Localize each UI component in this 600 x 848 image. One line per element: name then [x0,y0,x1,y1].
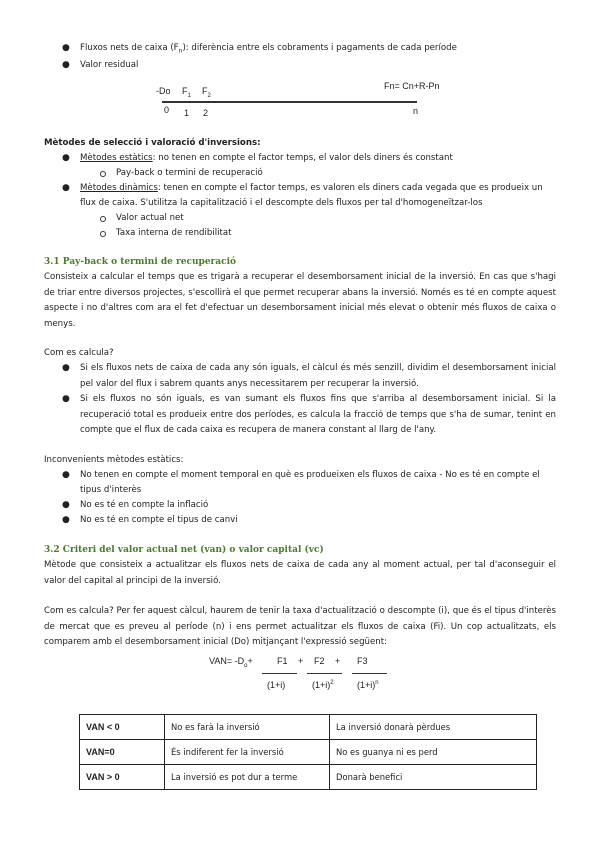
payback-item: Pay-back o termini de recuperació [116,168,263,178]
f1-text: F [182,86,188,96]
table-row [80,765,537,790]
cons-bullet-1: No tenen en compte el moment temporal en què es produeixen els fluxos de caixa - No es té en compte el [80,470,540,480]
cons-bullet-1-line2: tipus d'interès [80,485,142,495]
timeline-tick-1: 1 [184,108,190,118]
timeline-end-formula: Fn= Cn+R-Pn [384,81,440,91]
bullet-dot: ● [62,470,70,480]
timeline-tick-2: 2 [203,108,209,118]
dynamic-methods-text: : tenen en compte el factor temps, es valoren els diners cada vegada que es produeix un [157,183,543,193]
van-item: Valor actual net [116,213,184,223]
bullet-dot: ● [62,363,70,373]
table-cell: No es farà la inversió [165,715,330,740]
timeline-tick-0: 0 [164,105,170,115]
den-3-sup: n [375,680,379,686]
table-cell: No es guanya ni es perd [330,740,537,765]
dynamic-methods-label: Mètodes dinàmics [80,183,158,193]
formula-num-1: F1 [277,656,288,666]
den-3-text: (1+i) [357,680,376,690]
fraction-bar-2 [307,673,342,674]
how-calc-bullet-1: Si els fluxos nets de caixa de cada any són iguals, el càlcul és més senzill, dividim el desemborsament inicial pel valor del flux i sabrem quants anys necessitarem per recuperar la inversió. [80,363,556,389]
formula-num-2: F2 [314,656,325,666]
formula-num-3: F3 [357,656,368,666]
section-32-title: 3.2 Criteri del valor actual net (van) o valor capital (vc) [44,545,324,555]
methods-heading: Mètodes de selecció i valoració d'inversions: [44,138,261,148]
formula-lhs [209,656,253,669]
f2-text: F [202,86,208,96]
cons-bullet-3: No es té en compte el tipus de canvi [80,515,238,525]
formula-den-1: (1+i) [267,680,286,690]
section-31-title: 3.1 Pay-back o termini de recuperació [44,257,237,267]
tir-item: Taxa interna de rendibilitat [116,228,232,238]
fraction-bar-3 [352,673,387,674]
bullet-dot: ● [62,183,70,193]
table-row [80,740,537,765]
bullet-dot: ● [62,60,70,70]
section-31-paragraph: Consisteix a calcular el temps que es trigarà a recuperar el desemborsament inicial de la inversió. En cas que s'hagi de triar entre diversos projectes, s'escollirà el que permet recuperar abans la inversió. Només es té en compte aquest aspecte i no d'altres com ara el fet d'efectuar un desemborsament inicial més elevat o obtenir més fluxos de caixa o menys. [44,272,556,329]
static-methods-text: : no tenen en compte el factor temps, el valor dels diners és constant [152,153,453,163]
bullet-dot: ● [62,43,70,53]
formula-lhs-text: VAN= -D [209,656,245,666]
table-row [80,715,537,740]
table-cell: La inversió donarà pèrdues [330,715,537,740]
formula-den-3 [357,680,379,690]
table-cell: És indiferent fer la inversió [165,740,330,765]
bullet-dot: ● [62,153,70,163]
fraction-bar-1 [262,673,297,674]
how-calc-label: Com es calcula? [44,348,114,358]
how-calc-bullet-2: Si els fluxos no són iguals, es van sumant els fluxos fins que s'arriba al desemborsament inicial. Si la recuperació total es produeix entre dos períodes, es calcula la fracció de temps que s'ha de sumar, tenint en compte que el flux de cada caixa es recupera de manera constant al llarg de l'any. [80,394,556,436]
bullet-text: ): diferència entre els cobraments i pagaments de cada període [182,43,457,53]
f2-sub: 2 [207,92,211,99]
den-2-sup: 2 [330,680,334,686]
cons-bullet-2: No es té en compte la inflació [80,500,209,510]
timeline-tick-n: n [413,106,419,116]
formula-plus-2: + [335,656,341,666]
table-cell: VAN > 0 [80,765,165,790]
table-cell: Donarà benefici [330,765,537,790]
f1-sub: 1 [187,92,191,99]
subscript: n [178,47,183,55]
bullet-dot: ● [62,500,70,510]
bullet-dot: ● [62,394,70,404]
table-cell: La inversió es pot dur a terme [165,765,330,790]
van-decision-table [79,714,537,790]
formula-plus-1: + [298,656,304,666]
table-cell: VAN=0 [80,740,165,765]
section-32-paragraph-2: Com es calcula? Per fer aquest càlcul, haurem de tenir la taxa d'actualització o descompte (i), que és el tipus d'interès de mercat que es preveu al període (n) i ens permet actualitzar els fluxos de caixa (Fi). Un cop actualitzats, els comparem amb el desemborsament inicial (Do) mitjançant l'expressió següent: [44,606,556,648]
bullet-text: Fluxos nets de caixa (F [80,43,179,53]
bullet-valor-residual: Valor residual [80,60,139,70]
static-methods-label: Mètodes estàtics [80,153,153,163]
bullet-dot: ● [62,515,70,525]
formula-den-2 [312,680,334,690]
cons-label: Inconvenients mètodes estàtics: [44,455,184,465]
dynamic-methods-text-line2: flux de caixa. S'utilitza la capitalització i el descompte dels fluxos per tal d'homogeneïtzar-los [80,198,483,208]
table-cell: VAN < 0 [80,715,165,740]
den-2-text: (1+i) [312,680,331,690]
section-32-paragraph-1: Mètode que consisteix a actualitzar els fluxos nets de caixa de cada any al moment actual, per tal d'aconseguir el valor del capital al principi de la inversió. [44,560,556,586]
formula-lhs-sub: o [244,662,248,669]
timeline-start-label: -Do [156,86,171,96]
formula-plus: + [247,656,253,666]
